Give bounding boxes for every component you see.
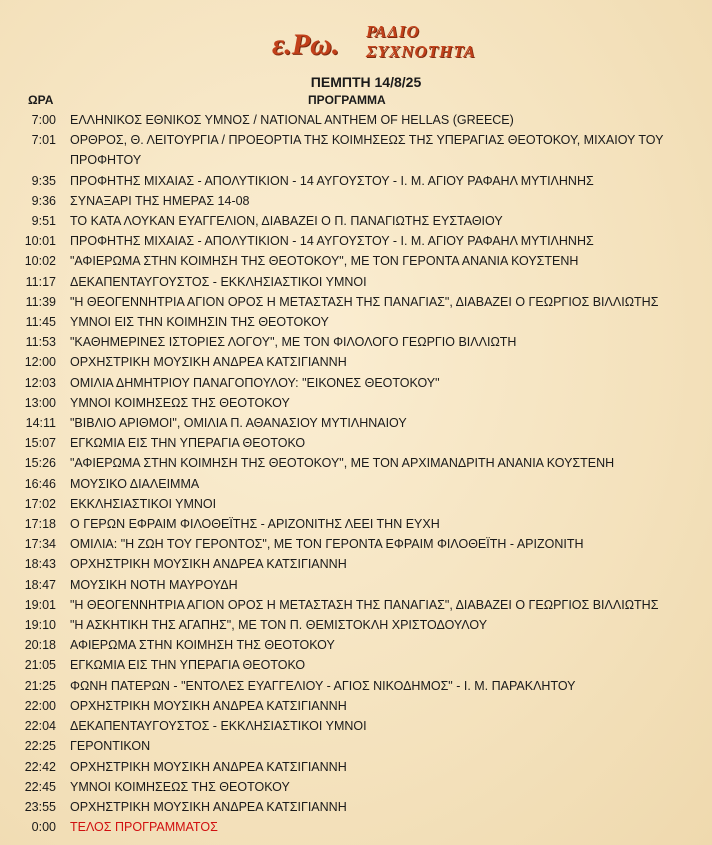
schedule-time: 7:00 — [31, 113, 56, 127]
schedule-time: 10:02 — [24, 254, 56, 269]
schedule-row — [0, 676, 712, 696]
schedule-time: 11:39 — [25, 294, 56, 309]
schedule-title: ΟΜΙΛΙΑ: "Η ΖΩΗ ΤΟΥ ΓΕΡΟΝΤΟΣ", ΜΕ ΤΟΝ ΓΕΡΟΝΤΑ ΕΦΡΑΙΜ ΦΙΛΟΘΕΪΤΗ - ΑΡΙΖΟΝΙΤΗ — [70, 537, 584, 552]
schedule-title: ΤΟ ΚΑΤΑ ΛΟΥΚΑΝ ΕΥΑΓΓΕΛΙΟΝ, ΔΙΑΒΑΖΕΙ Ο Π. ΠΑΝΑΓΙΩΤΗΣ ΕΥΣΤΑΘΙΟΥ — [70, 214, 503, 229]
schedule-title: ΟΜΙΛΙΑ ΔΗΜΗΤΡΙΟΥ ΠΑΝΑΓΟΠΟΥΛΟΥ: "ΕΙΚΟΝΕΣ ΘΕΟΤΟΚΟΥ" — [70, 375, 440, 390]
schedule-time: 17:02 — [24, 496, 56, 511]
schedule-row — [0, 817, 712, 837]
schedule-row — [0, 736, 712, 756]
time-column-header: ΩΡΑ — [28, 93, 54, 107]
program-column-header: ΠΡΟΓΡΑΜΜΑ — [308, 93, 386, 107]
schedule-title: ΥΜΝΟΙ ΚΟΙΜΗΣΕΩΣ ΤΗΣ ΘΕΟΤΟΚΟΥ — [70, 779, 290, 794]
schedule-time: 18:43 — [24, 557, 56, 572]
schedule-row — [0, 474, 712, 494]
schedule-time: 22:42 — [24, 759, 56, 774]
schedule-title: ΑΦΙΕΡΩΜΑ ΣΤΗΝ ΚΟΙΜΗΣΗ ΤΗΣ ΘΕΟΤΟΚΟΥ — [70, 638, 335, 653]
schedule-title: ΟΡΧΗΣΤΡΙΚΗ ΜΟΥΣΙΚΗ ΑΝΔΡΕΑ ΚΑΤΣΙΓΙΑΝΝΗ — [70, 698, 347, 713]
schedule-time: 9:35 — [31, 173, 56, 188]
schedule-title: ΜΟΥΣΙΚΟ ΔΙΑΛΕΙΜΜΑ — [70, 476, 200, 491]
schedule-time: 21:05 — [24, 658, 56, 673]
schedule-title: ΦΩΝΗ ΠΑΤΕΡΩΝ - "ΕΝΤΟΛΕΣ ΕΥΑΓΓΕΛΙΟΥ - ΑΓΙΟΣ ΝΙΚΟΔΗΜΟΣ" - Ι. Μ. ΠΑΡΑΚΛΗΤΟΥ — [70, 678, 576, 693]
schedule-row — [0, 352, 712, 372]
schedule-time: 19:01 — [24, 597, 56, 612]
schedule-time: 9:51 — [31, 214, 56, 229]
schedule-time: 12:00 — [24, 355, 56, 370]
schedule-row — [0, 716, 712, 736]
schedule-date: ΠΕΜΠΤΗ 14/8/25 — [310, 74, 422, 90]
schedule-row — [0, 777, 712, 797]
schedule-title: ΣΥΝΑΞΑΡΙ ΤΗΣ ΗΜΕΡΑΣ 14-08 — [70, 193, 250, 208]
schedule-row — [0, 272, 712, 292]
schedule-row — [0, 191, 712, 211]
schedule-time: 18:47 — [24, 577, 56, 592]
schedule-row — [0, 757, 712, 777]
schedule-time: 12:03 — [24, 375, 56, 390]
logo-radio-text — [366, 22, 476, 62]
schedule-time: 20:18 — [24, 638, 56, 653]
schedule-time: 11:45 — [25, 315, 56, 330]
schedule-row — [0, 797, 712, 817]
schedule-title: ΟΡΘΡΟΣ, Θ. ΛΕΙΤΟΥΡΓΙΑ / ΠΡΟΕΟΡΤΙΑ ΤΗΣ ΚΟΙΜΗΣΕΩΣ ΤΗΣ ΥΠΕΡΑΓΙΑΣ ΘΕΟΤΟΚΟΥ, ΜΙΧΑΙΟΥ ΤΟΥ ΠΡΟΦΗΤΟΥ — [70, 133, 664, 168]
schedule-title: "Η ΑΣΚΗΤΙΚΗ ΤΗΣ ΑΓΑΠΗΣ", ΜΕ ΤΟΝ Π. ΘΕΜΙΣΤΟΚΛΗ ΧΡΙΣΤΟΔΟΥΛΟΥ — [70, 618, 488, 633]
schedule-time: 15:26 — [24, 456, 56, 471]
schedule-title: ΕΓΚΩΜΙΑ ΕΙΣ ΤΗΝ ΥΠΕΡΑΓΙΑ ΘΕΟΤΟΚΟ — [70, 658, 306, 673]
schedule-title: "ΚΑΘΗΜΕΡΙΝΕΣ ΙΣΤΟΡΙΕΣ ΛΟΓΟΥ", ΜΕ ΤΟΝ ΦΙΛΟΛΟΓΟ ΓΕΩΡΓΙΟ ΒΙΛΛΙΩΤΗ — [70, 335, 517, 350]
schedule-time: 13:00 — [24, 395, 56, 410]
schedule-row — [0, 373, 712, 393]
schedule-row — [0, 635, 712, 655]
logo-brand: ε.Ρω. — [272, 28, 340, 61]
schedule-title: Ο ΓΕΡΩΝ ΕΦΡΑΙΜ ΦΙΛΟΘΕΪΤΗΣ - ΑΡΙΖΟΝΙΤΗΣ ΛΕΕΙ ΤΗΝ ΕΥΧΗ — [70, 517, 440, 532]
schedule-title: ΥΜΝΟΙ ΕΙΣ ΤΗΝ ΚΟΙΜΗΣΙΝ ΤΗΣ ΘΕΟΤΟΚΟΥ — [70, 315, 329, 330]
schedule-time: 16:46 — [24, 476, 56, 491]
schedule-time: 17:34 — [24, 537, 56, 552]
schedule-row — [0, 171, 712, 191]
schedule-row — [0, 211, 712, 231]
schedule-time: 23:55 — [24, 799, 56, 814]
logo-radio-line2: ΣΥΧΝΟΤΗΤΑ — [366, 42, 476, 61]
station-logo — [272, 18, 512, 68]
schedule-title: ΔΕΚΑΠΕΝΤΑΥΓΟΥΣΤΟΣ - ΕΚΚΛΗΣΙΑΣΤΙΚΟΙ ΥΜΝΟΙ — [70, 274, 367, 289]
schedule-time: 17:18 — [24, 517, 56, 532]
schedule-time: 22:04 — [24, 719, 56, 734]
schedule-time: 22:25 — [24, 739, 56, 754]
schedule-row — [0, 393, 712, 413]
schedule-row — [0, 110, 712, 130]
schedule-title: ΤΕΛΟΣ ΠΡΟΓΡΑΜΜΑΤΟΣ — [70, 820, 218, 835]
schedule-time: 10:01 — [24, 234, 56, 249]
schedule-row — [0, 312, 712, 332]
schedule-title: ΟΡΧΗΣΤΡΙΚΗ ΜΟΥΣΙΚΗ ΑΝΔΡΕΑ ΚΑΤΣΙΓΙΑΝΝΗ — [70, 557, 347, 572]
schedule-title: ΠΡΟΦΗΤΗΣ ΜΙΧΑΙΑΣ - ΑΠΟΛΥΤΙΚΙΟΝ - 14 ΑΥΓΟΥΣΤΟΥ - Ι. Μ. ΑΓΙΟΥ ΡΑΦΑΗΛ ΜΥΤΙΛΗΝΗΣ — [70, 173, 594, 188]
schedule-time: 21:25 — [24, 678, 56, 693]
schedule-time: 19:10 — [24, 618, 56, 633]
schedule-title: "Η ΘΕΟΓΕΝΝΗΤΡΙΑ ΑΓΙΟΝ ΟΡΟΣ Η ΜΕΤΑΣΤΑΣΗ ΤΗΣ ΠΑΝΑΓΙΑΣ", ΔΙΑΒΑΖΕΙ Ο ΓΕΩΡΓΙΟΣ ΒΙΛΛΙΩΤΗΣ — [70, 294, 659, 309]
schedule-row — [0, 494, 712, 514]
schedule-title: ΥΜΝΟΙ ΚΟΙΜΗΣΕΩΣ ΤΗΣ ΘΕΟΤΟΚΟΥ — [70, 395, 290, 410]
schedule-row — [0, 595, 712, 615]
schedule-time: 15:07 — [24, 436, 56, 451]
schedule-title: ΟΡΧΗΣΤΡΙΚΗ ΜΟΥΣΙΚΗ ΑΝΔΡΕΑ ΚΑΤΣΙΓΙΑΝΝΗ — [70, 759, 347, 774]
schedule-title: "Η ΘΕΟΓΕΝΝΗΤΡΙΑ ΑΓΙΟΝ ΟΡΟΣ Η ΜΕΤΑΣΤΑΣΗ ΤΗΣ ΠΑΝΑΓΙΑΣ", ΔΙΑΒΑΖΕΙ Ο ΓΕΩΡΓΙΟΣ ΒΙΛΛΙΩΤΗΣ — [70, 597, 659, 612]
schedule-row — [0, 615, 712, 635]
schedule-row — [0, 453, 712, 473]
schedule-title: ΕΚΚΛΗΣΙΑΣΤΙΚΟΙ ΥΜΝΟΙ — [70, 496, 217, 511]
schedule-time: 9:36 — [31, 193, 56, 208]
schedule-title: ΕΓΚΩΜΙΑ ΕΙΣ ΤΗΝ ΥΠΕΡΑΓΙΑ ΘΕΟΤΟΚΟ — [70, 436, 306, 451]
schedule-row — [0, 433, 712, 453]
schedule-time: 11:17 — [25, 274, 56, 289]
schedule-time: 22:00 — [24, 698, 56, 713]
schedule-title: ΜΟΥΣΙΚΗ ΝΟΤΗ ΜΑΥΡΟΥΔΗ — [70, 577, 238, 592]
schedule-title: "ΑΦΙΕΡΩΜΑ ΣΤΗΝ ΚΟΙΜΗΣΗ ΤΗΣ ΘΕΟΤΟΚΟΥ", ΜΕ ΤΟΝ ΓΕΡΟΝΤΑ ΑΝΑΝΙΑ ΚΟΥΣΤΕΝΗ — [70, 254, 579, 269]
schedule-title: ΕΛΛΗΝΙΚΟΣ ΕΘΝΙΚΟΣ ΥΜΝΟΣ / NATIONAL ANTHEM OF HELLAS (GREECE) — [70, 113, 514, 127]
schedule-row — [0, 696, 712, 716]
schedule-list — [0, 110, 712, 837]
schedule-title: ΓΕΡΟΝΤΙΚΟΝ — [70, 739, 151, 754]
schedule-row — [0, 292, 712, 312]
schedule-row — [0, 130, 712, 170]
schedule-time: 22:45 — [24, 779, 56, 794]
schedule-row — [0, 231, 712, 251]
schedule-row — [0, 413, 712, 433]
schedule-time: 7:01 — [31, 133, 56, 148]
schedule-time: 0:00 — [31, 820, 56, 835]
schedule-row — [0, 514, 712, 534]
schedule-title: "ΑΦΙΕΡΩΜΑ ΣΤΗΝ ΚΟΙΜΗΣΗ ΤΗΣ ΘΕΟΤΟΚΟΥ", ΜΕ ΤΟΝ ΑΡΧΙΜΑΝΔΡΙΤΗ ΑΝΑΝΙΑ ΚΟΥΣΤΕΝΗ — [70, 456, 615, 471]
schedule-title: ΟΡΧΗΣΤΡΙΚΗ ΜΟΥΣΙΚΗ ΑΝΔΡΕΑ ΚΑΤΣΙΓΙΑΝΝΗ — [70, 799, 347, 814]
schedule-row — [0, 534, 712, 554]
schedule-title: ΔΕΚΑΠΕΝΤΑΥΓΟΥΣΤΟΣ - ΕΚΚΛΗΣΙΑΣΤΙΚΟΙ ΥΜΝΟΙ — [70, 719, 367, 734]
schedule-time: 11:53 — [25, 335, 56, 350]
schedule-title: ΠΡΟΦΗΤΗΣ ΜΙΧΑΙΑΣ - ΑΠΟΛΥΤΙΚΙΟΝ - 14 ΑΥΓΟΥΣΤΟΥ - Ι. Μ. ΑΓΙΟΥ ΡΑΦΑΗΛ ΜΥΤΙΛΗΝΗΣ — [70, 234, 594, 249]
schedule-row — [0, 251, 712, 271]
schedule-row — [0, 575, 712, 595]
schedule-row — [0, 554, 712, 574]
schedule-row — [0, 655, 712, 675]
schedule-row — [0, 332, 712, 352]
schedule-time: 14:11 — [25, 416, 56, 431]
schedule-title: ΟΡΧΗΣΤΡΙΚΗ ΜΟΥΣΙΚΗ ΑΝΔΡΕΑ ΚΑΤΣΙΓΙΑΝΝΗ — [70, 355, 347, 370]
schedule-title: "ΒΙΒΛΙΟ ΑΡΙΘΜΟΙ", ΟΜΙΛΙΑ Π. ΑΘΑΝΑΣΙΟΥ ΜΥΤΙΛΗΝΑΙΟΥ — [70, 416, 407, 431]
logo-radio-line1: ΡΑΔΙΟ — [366, 22, 420, 41]
